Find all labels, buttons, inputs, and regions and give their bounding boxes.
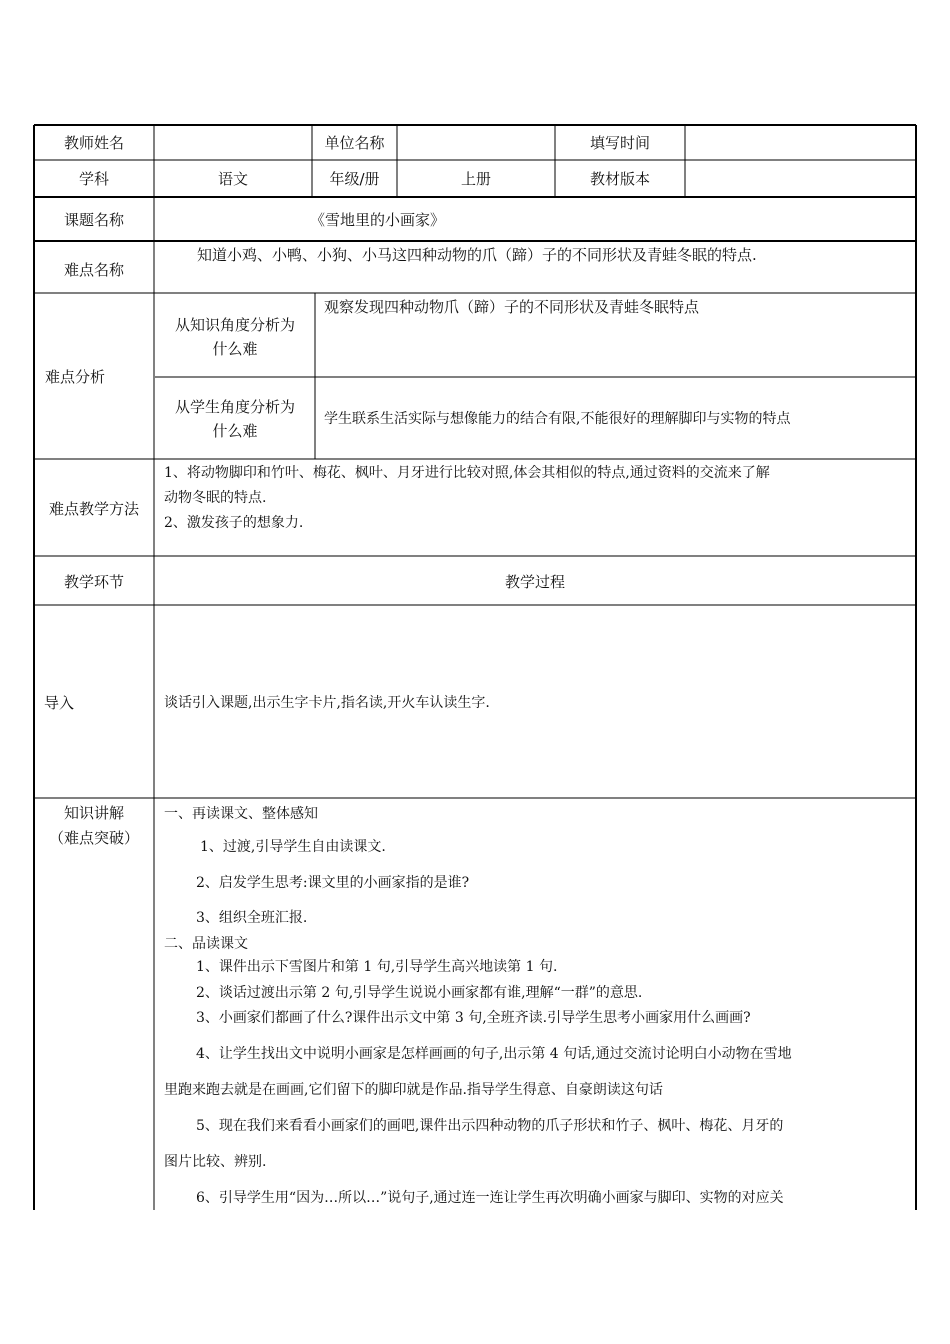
section-2-item-4-line-1[interactable]: 4、让学生找出文中说明小画家是怎样画画的句子,出示第 4 句话,通过交流讨论明白小动物在雪地 <box>196 1046 792 1062</box>
fill-time-label: 填写时间 <box>589 134 650 152</box>
topic-label: 课题名称 <box>63 211 124 229</box>
method-line-3[interactable]: 2、激发孩子的想象力. <box>164 515 304 531</box>
method-label: 难点教学方法 <box>48 500 139 518</box>
knowledge-label-2: （难点突破） <box>48 829 139 847</box>
analysis-label: 难点分析 <box>45 368 106 386</box>
section-1-item-3[interactable]: 3、组织全班汇报. <box>196 910 308 926</box>
topic-value[interactable]: 《雪地里的小画家》 <box>310 211 446 229</box>
subject-label: 学科 <box>78 170 109 188</box>
section-2-item-3[interactable]: 3、小画家们都画了什么?课件出示文中第 3 句,全班齐读.引导学生思考小画家用什么画画? <box>196 1010 751 1026</box>
student-angle-label-1: 从学生角度分析为 <box>174 398 295 416</box>
section-2-item-1[interactable]: 1、课件出示下雪图片和第 1 句,引导学生高兴地读第 1 句. <box>196 959 558 975</box>
section-2-item-4-line-2[interactable]: 里跑来跑去就是在画画,它们留下的脚印就是作品.指导学生得意、自豪朗读这句话 <box>164 1082 663 1098</box>
stage-header: 教学环节 <box>63 573 124 591</box>
knowledge-label-1: 知识讲解 <box>63 804 124 822</box>
section-1-item-2[interactable]: 2、启发学生思考:课文里的小画家指的是谁? <box>196 875 470 891</box>
subject-value[interactable]: 语文 <box>217 170 248 188</box>
student-angle-label-2: 什么难 <box>212 422 258 440</box>
knowledge-angle-label-1: 从知识角度分析为 <box>174 316 295 334</box>
section-2-item-5-line-1[interactable]: 5、现在我们来看看小画家们的画吧,课件出示四种动物的爪子形状和竹子、枫叶、梅花、月牙的 <box>196 1118 784 1134</box>
grade-label: 年级/册 <box>329 170 380 188</box>
unit-name-label: 单位名称 <box>324 134 385 152</box>
section-2-item-2[interactable]: 2、谈话过渡出示第 2 句,引导学生说说小画家都有谁,理解“一群”的意思. <box>196 985 643 1001</box>
process-header: 教学过程 <box>504 573 565 591</box>
section-2-item-5-line-2[interactable]: 图片比较、辨别. <box>164 1154 267 1170</box>
difficulty-label: 难点名称 <box>63 261 124 279</box>
section-2-item-6[interactable]: 6、引导学生用“因为…所以…”说句子,通过连一连让学生再次明确小画家与脚印、实物的对应关 <box>196 1190 784 1206</box>
intro-value[interactable]: 谈话引入课题,出示生字卡片,指名读,开火车认读生字. <box>164 695 490 711</box>
grade-value[interactable]: 上册 <box>460 170 491 188</box>
knowledge-angle-value[interactable]: 观察发现四种动物爪（蹄）子的不同形状及青蛙冬眠特点 <box>324 298 700 316</box>
student-angle-value[interactable]: 学生联系生活实际与想像能力的结合有限,不能很好的理解脚印与实物的特点 <box>324 411 791 427</box>
textbook-label: 教材版本 <box>589 170 650 188</box>
method-line-1[interactable]: 1、将动物脚印和竹叶、梅花、枫叶、月牙进行比较对照,体会其相似的特点,通过资料的交流来了解 <box>164 465 770 481</box>
teacher-name-label: 教师姓名 <box>63 134 124 152</box>
difficulty-value[interactable]: 知道小鸡、小鸭、小狗、小马这四种动物的爪（蹄）子的不同形状及青蛙冬眠的特点. <box>197 246 757 264</box>
knowledge-angle-label-2: 什么难 <box>212 340 258 358</box>
section-1-item-1[interactable]: 1、过渡,引导学生自由读课文. <box>200 839 386 855</box>
section-2-title[interactable]: 二、品读课文 <box>164 936 248 952</box>
section-1-title[interactable]: 一、再读课文、整体感知 <box>164 806 318 822</box>
intro-label: 导入 <box>44 694 75 712</box>
method-line-2[interactable]: 动物冬眠的特点. <box>164 490 267 506</box>
